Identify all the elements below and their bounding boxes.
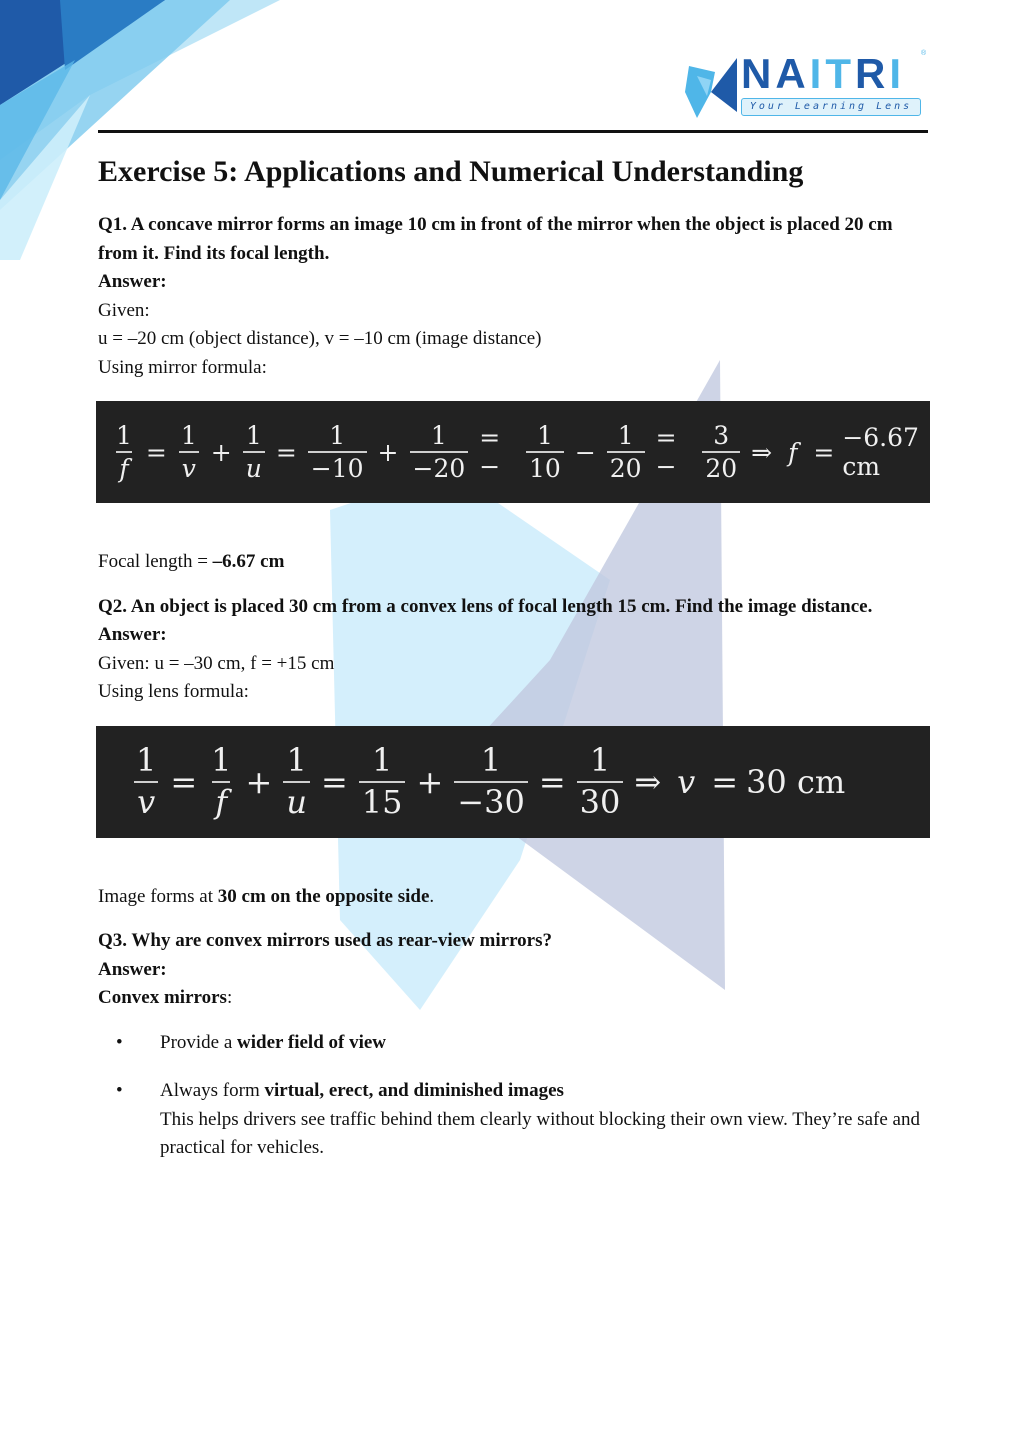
question-1 (98, 211, 928, 577)
numerator: 1 (589, 741, 611, 780)
mirror-formula-equation (96, 401, 930, 503)
bullet-icon: • (116, 1031, 123, 1053)
math-fraction (359, 743, 406, 819)
document-body (98, 150, 928, 1183)
math-operator: − (574, 437, 596, 467)
numerator: 1 (245, 420, 262, 450)
result-variable: f (788, 437, 798, 467)
math-operator: + (245, 762, 273, 801)
math-fraction (526, 422, 564, 483)
denominator: 15 (359, 781, 406, 820)
math-fraction (243, 422, 265, 483)
subject-line: Convex mirrors: (98, 987, 233, 1008)
math-fraction (308, 422, 367, 483)
math-operator: + (210, 437, 232, 467)
denominator: −30 (454, 781, 528, 820)
formula-intro: Using mirror formula: (98, 356, 267, 378)
math-fraction (283, 743, 310, 819)
numerator: 1 (617, 420, 634, 450)
denominator: u (243, 451, 265, 483)
denominator: 10 (526, 451, 564, 483)
given-values: Given: u = –30 cm, f = +15 cm (98, 652, 335, 674)
reasons-list (98, 1029, 928, 1163)
math-fraction (702, 422, 740, 483)
denominator: v (179, 451, 199, 483)
math-fraction (178, 422, 200, 483)
formula-intro: Using lens formula: (98, 681, 249, 702)
question-text: Q2. An object is placed 30 cm from a convex lens of focal length 15 cm. Find the image distance. (98, 595, 873, 617)
math-fraction (607, 422, 645, 483)
result-value: 30 cm (746, 762, 846, 801)
math-operator: = (711, 762, 739, 801)
numerator: 1 (480, 741, 502, 780)
numerator: 1 (329, 420, 346, 450)
numerator: 1 (430, 420, 447, 450)
math-fraction (454, 743, 528, 819)
denominator: 30 (577, 781, 624, 820)
result-value: −6.67 cm (842, 423, 919, 481)
bullet-icon: • (116, 1080, 123, 1101)
registered-mark: ® (921, 50, 927, 57)
denominator: f (116, 451, 131, 483)
given-values: u = –20 cm (object distance), v = –10 cm (image distance) (98, 328, 542, 349)
numerator: 1 (286, 741, 307, 780)
math-operator: = (170, 762, 198, 801)
math-operator: = − (479, 423, 501, 481)
denominator: −20 (410, 451, 469, 483)
page-title: Exercise 5: Applications and Numerical Understanding (98, 155, 804, 188)
logo-icon (685, 52, 737, 118)
brand-name: NAITRI (741, 50, 906, 97)
numerator: 1 (371, 741, 393, 780)
list-item-detail: This helps drivers see traffic behind them clearly without blocking their own view. They’re safe and practical for vehicles. (160, 1108, 920, 1158)
numerator: 1 (536, 420, 553, 450)
question-text: Q3. Why are convex mirrors used as rear-view mirrors? (98, 930, 552, 951)
header-divider (98, 130, 928, 133)
numerator: 1 (136, 741, 157, 780)
math-operator: = (538, 762, 566, 801)
answer-label: Answer: (98, 624, 167, 645)
math-fraction (113, 422, 135, 483)
conclusion: Focal length = –6.67 cm (98, 551, 285, 572)
answer-label: Answer: (98, 958, 167, 980)
conclusion: Image forms at 30 cm on the opposite side. (98, 885, 435, 907)
denominator: −10 (308, 451, 367, 483)
question-3 (98, 927, 928, 1163)
question-2 (98, 593, 928, 912)
question-text: Q1. A concave mirror forms an image 10 cm in front of the mirror when the object is placed 20 cm from it. Find its focal length. (98, 214, 893, 264)
implies-arrow: ⇒ (751, 437, 773, 467)
denominator: u (283, 781, 310, 820)
image-distance-value: 30 cm on the opposite side (217, 885, 430, 907)
math-operator: + (416, 762, 444, 801)
brand-tagline: Your Learning Lens (741, 98, 921, 116)
list-item: • Provide a wider field of view (98, 1029, 928, 1058)
denominator: 20 (607, 451, 645, 483)
focal-length-value: –6.67 cm (212, 551, 285, 572)
numerator: 1 (116, 420, 132, 450)
math-operator: = (320, 762, 348, 801)
numerator: 1 (211, 741, 232, 780)
math-fraction (577, 743, 624, 819)
list-item: • Always form virtual, erect, and diminished images This helps drivers see traffic behind them clearly without blocking their own view. They’re safe and practical for vehicles. (98, 1077, 928, 1163)
implies-arrow: ⇒ (634, 762, 662, 801)
denominator: f (212, 781, 230, 820)
math-operator: = (275, 437, 297, 467)
math-operator: = (145, 437, 167, 467)
math-operator: + (377, 437, 399, 467)
numerator: 1 (180, 420, 197, 450)
math-fraction (133, 743, 159, 819)
denominator: v (134, 781, 158, 820)
math-operator: = (813, 437, 835, 467)
given-label: Given: (98, 299, 150, 321)
lens-formula-equation (96, 726, 930, 838)
brand-logo (685, 50, 930, 120)
denominator: 20 (702, 451, 740, 483)
math-operator: = − (655, 423, 677, 481)
math-fraction (410, 422, 469, 483)
answer-label: Answer: (98, 271, 167, 292)
math-fraction (208, 743, 234, 819)
numerator: 3 (713, 420, 730, 450)
result-variable: v (677, 762, 696, 801)
